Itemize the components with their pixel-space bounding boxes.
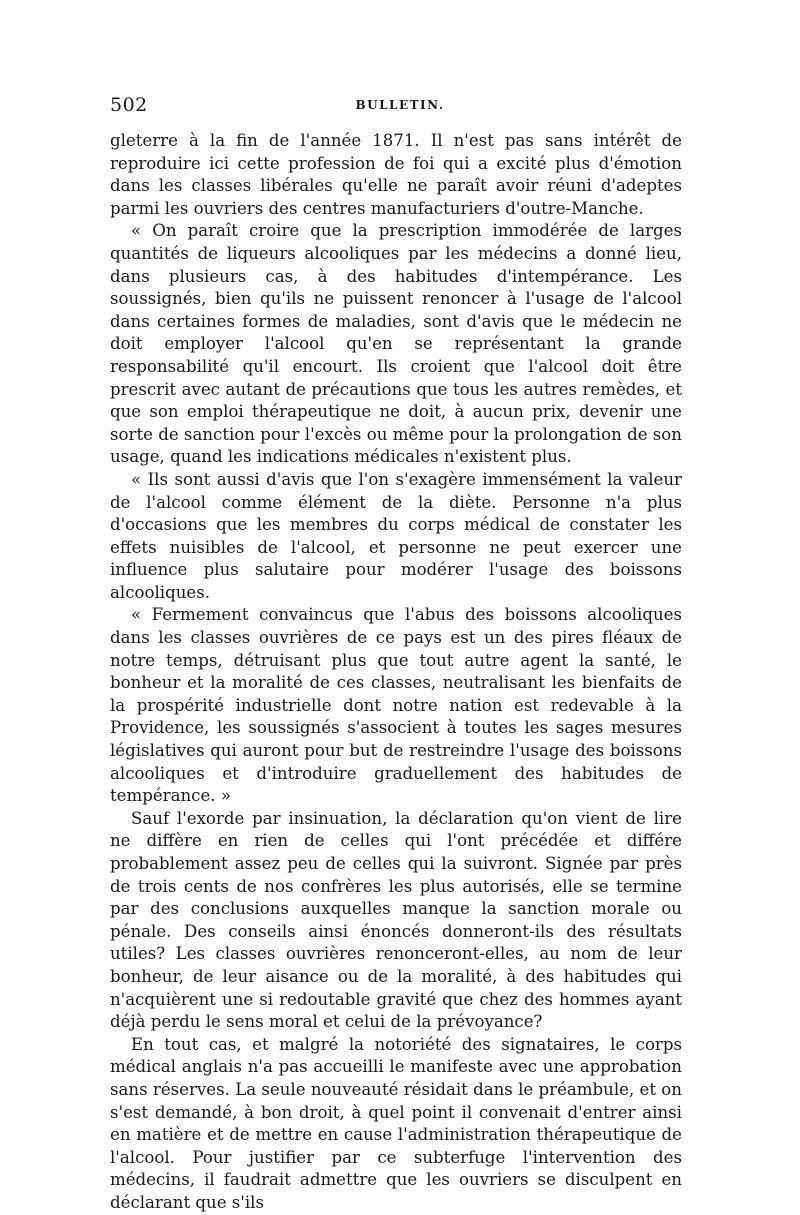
paragraph: « Fermement convaincus que l'abus des boissons alcooliques dans les classes ouvrières de ce pays est un des pires fléaux de notre temps, détruisant plus que tout autre agent la santé, le bonheur et la moralité de ces classes, neutralisant les bienfaits de la prospérité industrielle dont notre nation est redevable à la Providence, les soussignés s'associent à toutes les sages mesures législatives qui auront pour but de restreindre l'usage des boissons alcooliques et d'introduire graduellement des habitudes de tempérance. » <box>110 605 682 806</box>
paragraph: « On paraît croire que la prescription immodérée de larges quantités de liqueurs alcooliques par les médecins a donné lieu, dans plusieurs cas, à des habitudes d'intempérance. Les soussignés, bien qu'ils ne puissent renoncer à l'usage de l'alcool dans certaines formes de maladies, sont d'avis que le médecin ne doit employer l'alcool qu'en se représentant la grande responsabilité qu'il encourt. Ils croient que l'alcool doit être prescrit avec autant de précautions que tous les autres remèdes, et que son emploi thérapeutique ne doit, à aucun prix, devenir une sorte de sanction pour l'excès ou même pour la prolongation de son usage, quand les indications médicales n'existent plus. <box>110 221 682 467</box>
page-number: 502 <box>110 94 148 116</box>
paragraph: En tout cas, et malgré la notoriété des signataires, le corps médical anglais n'a pas accueilli le manifeste avec une approbation sans réserves. La seule nouveauté résidait dans le préambule, et on s'est demandé, à bon droit, à quel point il convenait d'entrer ainsi en matière et de mettre en cause l'administration thérapeutique de l'alcool. Pour justifier par ce subterfuge l'intervention des médecins, il faudrait admettre que les ouvriers se disculpent en déclarant que s'ils <box>110 1034 682 1212</box>
paragraph: gleterre à la fin de l'année 1871. Il n'est pas sans intérêt de reproduire ici cette profession de foi qui a excité plus d'émotion dans les classes libérales qu'elle ne paraît avoir réuni d'adeptes parmi les ouvriers des centres manufacturiers d'outre-Manche. <box>110 131 682 218</box>
paragraph: Sauf l'exorde par insinuation, la déclaration qu'on vient de lire ne diffère en rien de celles qui l'ont précédée et différe probablement assez peu de celles qui la suivront. Signée par près de trois cents de nos confrères les plus autorisés, elle se termine par des conclusions auxquelles manque la sanction morale ou pénale. Des conseils ainsi énoncés donneront-ils des résultats utiles? Les classes ouvrières renonceront-elles, au nom de leur bonheur, de leur aisance ou de la moralité, à des habitudes qui n'acquièrent une si redoutable gravité que chez des hommes ayant déjà perdu le sens moral et celui de la prévoyance? <box>110 808 682 1032</box>
body-text <box>110 130 682 1215</box>
running-head: BULLETIN. <box>355 98 445 112</box>
page-header <box>110 94 690 122</box>
paragraph: « Ils sont aussi d'avis que l'on s'exagère immensément la valeur de l'alcool comme élément de la diète. Personne n'a plus d'occasions que les membres du corps médical de constater les effets nuisibles de l'alcool, et personne ne peut exercer une influence plus salutaire pour modérer l'usage des boissons alcooliques. <box>110 469 682 602</box>
